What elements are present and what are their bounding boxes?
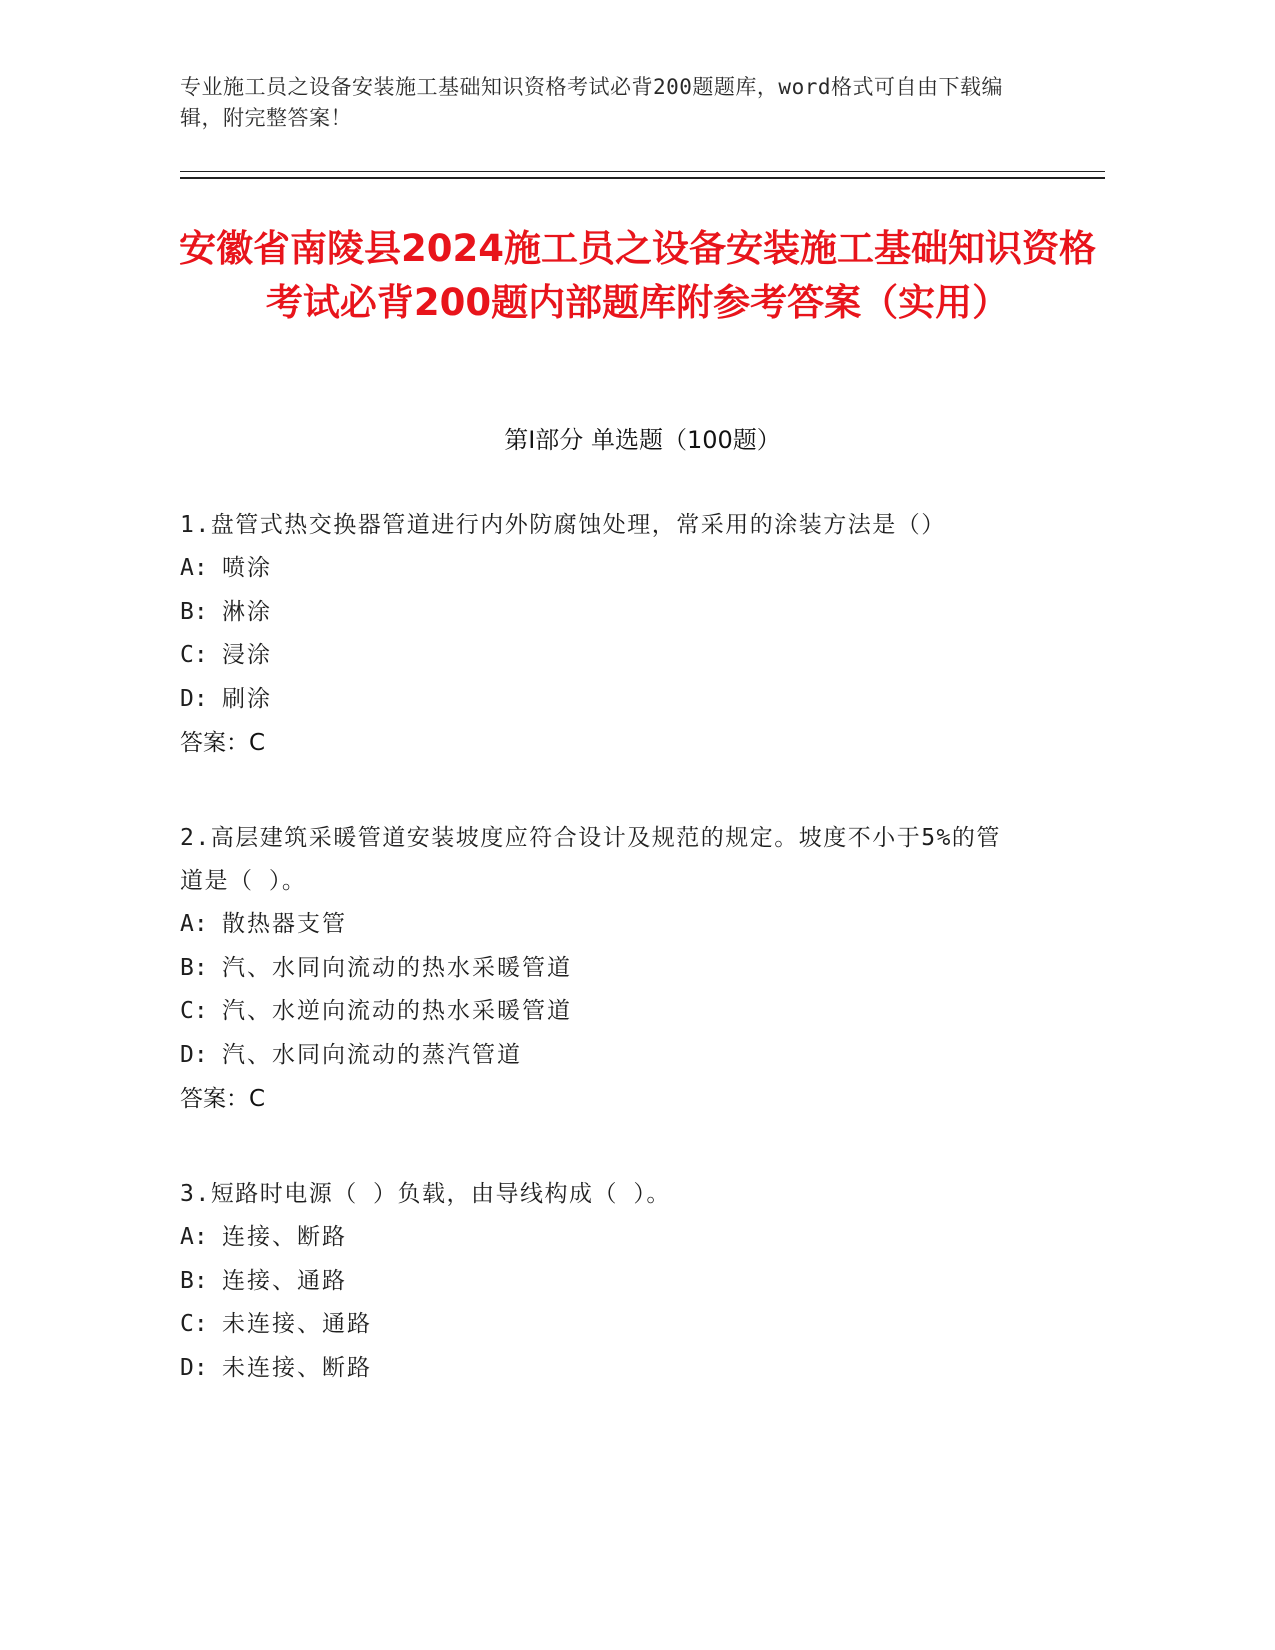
option-text: 汽、水逆向流动的热水采暖管道 [222,998,572,1024]
option-text: 刷涂 [222,685,272,712]
answer: 答案：C [180,730,266,756]
option-c [180,634,1020,678]
option-key: A: [180,555,208,581]
option-text: 散热器支管 [222,911,347,937]
option-key: D: [180,685,208,712]
document-title: 安徽省南陵县2024施工员之设备安装施工基础知识资格考试必背200题内部题库附参考答案（实用） [179,227,1096,324]
option-text: 连接、断路 [222,1224,347,1250]
option-text: 汽、水同向流动的热水采暖管道 [222,954,572,981]
option-text: 浸涂 [222,642,272,668]
header-divider-thin [180,171,1105,172]
option-key: B: [180,954,208,981]
option-d [180,1034,1020,1078]
option-d [180,678,1020,722]
option-b [180,947,1020,991]
option-b [180,591,1020,635]
question-stem: 2.高层建筑采暖管道安装坡度应符合设计及规范的规定。坡度不小于5%的管道是（ ）。 [180,825,1001,894]
question-2 [180,817,1020,1121]
question-list [180,504,1020,1442]
question-1 [180,504,1020,765]
option-key: C: [180,998,208,1024]
option-d [180,1347,1020,1391]
question-stem: 3.短路时电源（ ）负载，由导线构成（ ）。 [180,1181,671,1207]
section-title: 第Ⅰ部分 单选题（100题） [504,426,781,454]
option-key: D: [180,1354,208,1381]
option-a [180,547,1020,591]
answer: 答案：C [180,1086,266,1112]
option-a [180,1216,1020,1260]
option-text: 喷涂 [222,555,272,581]
question-3 [180,1173,1020,1390]
option-key: C: [180,1311,208,1337]
option-key: A: [180,911,208,937]
option-key: B: [180,1267,208,1294]
header-divider-thick [180,177,1105,179]
header-note: 专业施工员之设备安装施工基础知识资格考试必背200题题库，word格式可自由下载编辑，附完整答案！ [180,75,1003,130]
option-text: 连接、通路 [222,1267,347,1294]
option-key: D: [180,1041,208,1068]
option-text: 未连接、通路 [222,1311,372,1337]
option-key: C: [180,642,208,668]
option-text: 汽、水同向流动的蒸汽管道 [222,1041,522,1068]
option-key: A: [180,1224,208,1250]
option-key: B: [180,598,208,625]
option-c [180,990,1020,1034]
option-c [180,1303,1020,1347]
option-text: 淋涂 [222,598,272,625]
option-b [180,1260,1020,1304]
option-text: 未连接、断路 [222,1354,372,1381]
question-stem: 1.盘管式热交换器管道进行内外防腐蚀处理，常采用的涂装方法是（） [180,512,946,538]
option-a [180,903,1020,947]
